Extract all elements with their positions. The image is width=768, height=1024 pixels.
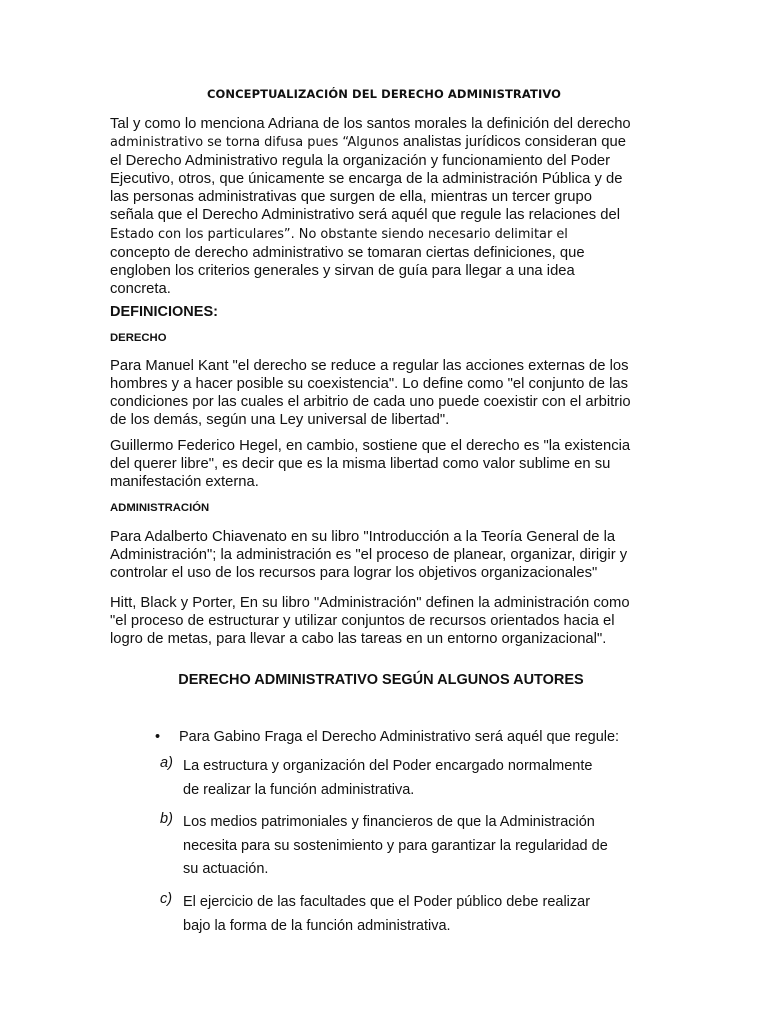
list-line: El ejercicio de las facultades que el Poder público debe realizar <box>183 894 591 910</box>
intro-line: las personas administrativas que surgen de ella, mientras un tercer grupo <box>110 189 592 206</box>
intro-line: analistas jurídicos consideran que <box>398 134 626 151</box>
list-item-text <box>183 811 638 882</box>
paragraph-line: Para Adalberto Chiavenato en su libro "Introducción a la Teoría General de la <box>110 529 616 545</box>
chiavenato-paragraph <box>110 528 670 582</box>
paragraph-line: hombres y a hacer posible su coexistencia". Lo define como "el conjunto de las <box>110 376 629 393</box>
intro-line: Estado con los particulares”. No obstante siendo necesario delimitar el <box>110 226 568 242</box>
paragraph-line: Para Manuel Kant "el derecho se reduce a regular las acciones externas de los <box>110 358 629 374</box>
paragraph-line: manifestación externa. <box>110 474 259 491</box>
hegel-paragraph <box>110 437 670 491</box>
list-item-text <box>183 755 638 802</box>
list-marker: c) <box>160 891 173 907</box>
document-title: CONCEPTUALIZACIÓN DEL DERECHO ADMINISTRATIVO <box>206 87 561 101</box>
administracion-heading: ADMINISTRACIÓN <box>110 502 210 514</box>
bullet-text: Para Gabino Fraga el Derecho Administrativo será aquél que regule: <box>179 729 620 745</box>
intro-line: señala que el Derecho Administrativo será aquél que regule las relaciones del <box>110 207 620 224</box>
paragraph-line: Hitt, Black y Porter, En su libro "Administración" definen la administración como <box>110 595 630 611</box>
list-line: de realizar la función administrativa. <box>183 781 415 798</box>
paragraph-line: Administración"; la administración es "el proceso de planear, organizar, dirigir y <box>110 547 628 564</box>
intro-line: el Derecho Administrativo regula la organización y funcionamiento del Poder <box>110 153 611 170</box>
intro-line: concepto de derecho administrativo se tomaran ciertas definiciones, que <box>110 244 585 261</box>
list-line: necesita para su sostenimiento y para garantizar la regularidad de <box>183 837 608 854</box>
paragraph-line: del querer libre", es decir que es la misma libertad como valor sublime en su <box>110 456 611 473</box>
intro-line: Tal y como lo menciona Adriana de los santos morales la definición del derecho <box>110 116 631 132</box>
definitions-heading: DEFINICIONES: <box>110 304 218 320</box>
list-line: La estructura y organización del Poder encargado normalmente <box>183 758 593 774</box>
intro-line: Ejecutivo, otros, que únicamente se encarga de la administración Pública y de <box>110 171 623 188</box>
paragraph-line: Guillermo Federico Hegel, en cambio, sostiene que el derecho es "la existencia <box>110 438 631 454</box>
paragraph-line: condiciones por las cuales el arbitrio de cada uno puede coexistir con el arbitrio <box>110 394 631 411</box>
authors-heading-text: DERECHO ADMINISTRATIVO SEGÚN ALGUNOS AUTORES <box>178 672 584 688</box>
paragraph-line: logro de metas, para llevar a cabo las tareas en un entorno organizacional". <box>110 631 607 648</box>
list-line: Los medios patrimoniales y financieros de que la Administración <box>183 814 595 830</box>
intro-line: engloben los criterios generales y sirvan de guía para llegar a una idea <box>110 262 575 279</box>
derecho-heading: DERECHO <box>110 332 167 344</box>
bullet-icon: • <box>155 729 161 745</box>
hitt-paragraph <box>110 594 670 648</box>
list-marker: a) <box>160 755 173 771</box>
paragraph-line: "el proceso de estructurar y utilizar conjuntos de recursos orientados hacia el <box>110 613 615 630</box>
intro-paragraph <box>110 115 670 298</box>
kant-paragraph <box>110 357 670 429</box>
list-marker: b) <box>160 811 173 827</box>
list-line: su actuación. <box>183 861 269 877</box>
paragraph-line: controlar el uso de los recursos para lograr los objetivos organizacionales" <box>110 565 598 582</box>
list-item-text <box>183 891 638 938</box>
intro-line: concreta. <box>110 280 171 297</box>
authors-heading <box>0 672 768 688</box>
list-line: bajo la forma de la función administrativa. <box>183 917 451 934</box>
intro-line: administrativo se torna difusa pues “Algunos <box>110 135 399 151</box>
paragraph-line: de los demás, según una Ley universal de libertad". <box>110 412 450 429</box>
